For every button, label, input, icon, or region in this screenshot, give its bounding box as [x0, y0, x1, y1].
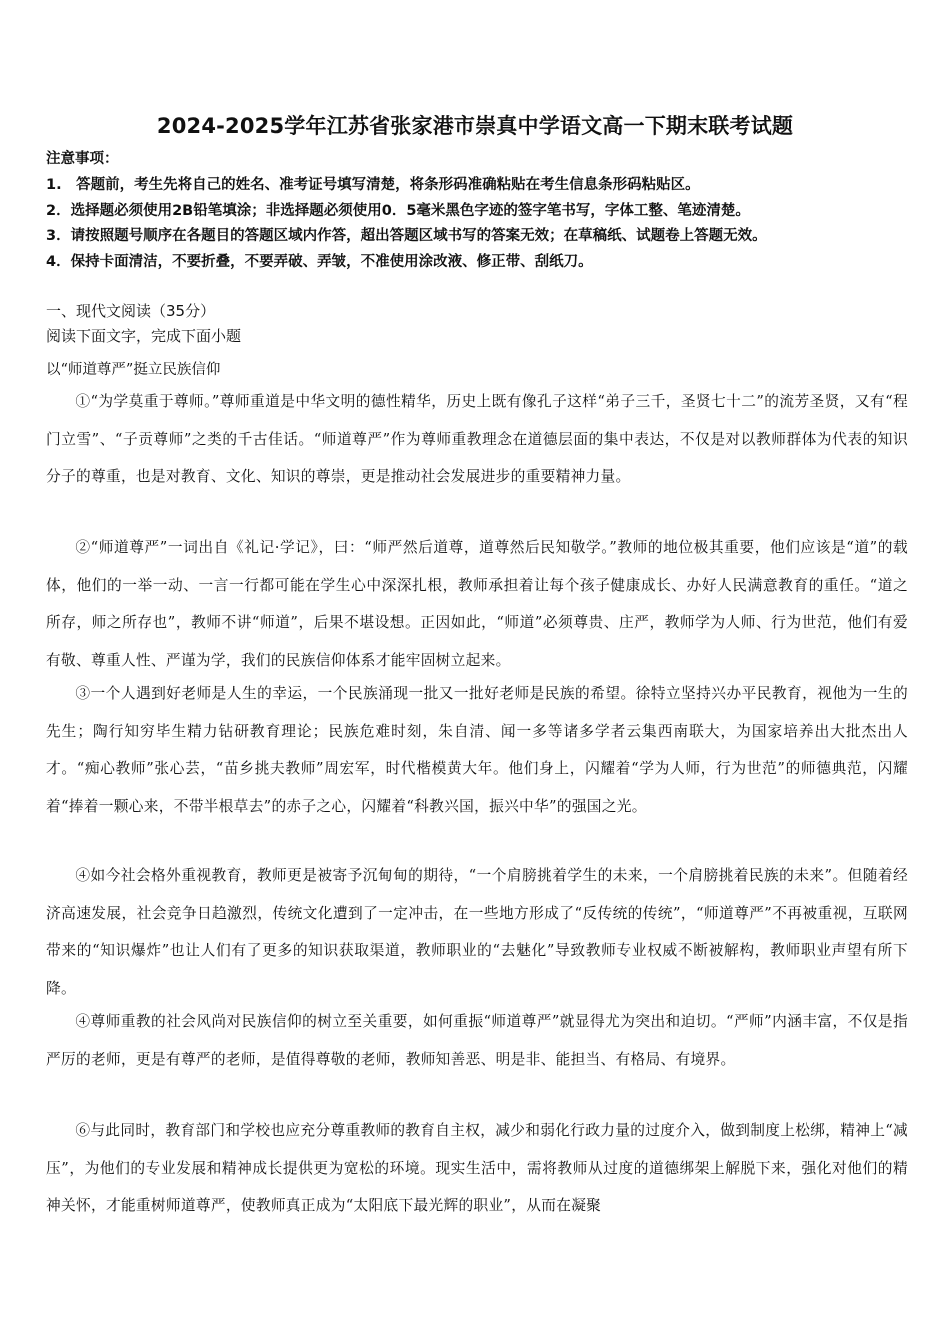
section-instruction: 阅读下面文字，完成下面小题 [46, 327, 242, 345]
notice-item-4: 4．保持卡面清洁，不要折叠，不要弄破、弄皱，不准使用涂改液、修正带、刮纸刀。 [46, 254, 593, 270]
notice-item-1: 1. 答题前，考生先将自己的姓名、准考证号填写清楚，将条形码准确粘贴在考生信息条形码粘贴区。 [46, 177, 700, 193]
notice-item-2: 2．选择题必须使用2B铅笔填涂；非选择题必须使用0．5毫米黑色字迹的签字笔书写，字体工整、笔迹清楚。 [46, 203, 750, 219]
paragraph-5: ④尊师重教的社会风尚对民族信仰的树立至关重要，如何重振“师道尊严”就显得尤为突出和迫切。“严师”内涵丰富，不仅是指严厉的老师，更是有尊严的老师，是值得尊敬的老师，教师知善恶、明是非、能担当、有格局、有境界。 [46, 1013, 908, 1068]
paragraph-6: ⑥与此同时，教育部门和学校也应充分尊重教师的教育自主权，减少和弱化行政力量的过度介入，做到制度上松绑，精神上“减压”，为他们的专业发展和精神成长提供更为宽松的环境。现实生活中，需将教师从过度的道德绑架上解脱下来，强化对他们的精神关怀，才能重树师道尊严，使教师真正成为“太阳底下最光辉的职业”，从而在凝聚 [46, 1122, 908, 1214]
paragraph-3: ③一个人遇到好老师是人生的幸运，一个民族涌现一批又一批好老师是民族的希望。徐特立坚持兴办平民教育，视他为一生的先生；陶行知穷毕生精力钻研教育理论；民族危难时刻，朱自清、闻一多等诸多学者云集西南联大，为国家培养出大批杰出人才。“痴心教师”张心芸，“苗乡挑夫教师”周宏军，时代楷模黄大年。他们身上，闪耀着“学为人师，行为世范”的师德典范，闪耀着“捧着一颗心来，不带半根草去”的赤子之心，闪耀着“科教兴国，振兴中华”的强国之光。 [46, 685, 908, 815]
exam-title: 2024-2025学年江苏省张家港市崇真中学语文高一下期末联考试题 [156, 114, 794, 138]
paragraph-4: ④如今社会格外重视教育，教师更是被寄予沉甸甸的期待，“一个肩膀挑着学生的未来，一个肩膀挑着民族的未来”。但随着经济高速发展，社会竞争日趋激烈，传统文化遭到了一定冲击，在一些地方形成了“反传统的传统”，“师道尊严”不再被重视，互联网带来的“知识爆炸”也让人们有了更多的知识获取渠道，教师职业的“去魅化”导致教师专业权威不断被解构，教师职业声望有所下降。 [46, 867, 908, 997]
paragraph-1: ①“为学莫重于尊师。”尊师重道是中华文明的德性精华，历史上既有像孔子这样“弟子三千，圣贤七十二”的流芳圣贤，又有“程门立雪”、“子贡尊师”之类的千古佳话。“师道尊严”作为尊师重教理念在道德层面的集中表达，不仅是对以教师群体为代表的知识分子的尊重，也是对教育、文化、知识的尊崇，更是推动社会发展进步的重要精神力量。 [46, 393, 908, 485]
notice-heading: 注意事项： [46, 151, 119, 167]
section-heading: 一、现代文阅读（35分） [46, 302, 216, 320]
paragraph-2: ②“师道尊严”一词出自《礼记·学记》，曰：“师严然后道尊，道尊然后民知敬学。”教师的地位极其重要，他们应该是“道”的载体，他们的一举一动、一言一行都可能在学生心中深深扎根，教师承担着让每个孩子健康成长、办好人民满意教育的重任。“道之所存，师之所存也”，教师不讲“师道”，后果不堪设想。正因如此，“师道”必须尊贵、庄严，教师学为人师、行为世范，他们有爱有敬、尊重人性、严谨为学，我们的民族信仰体系才能牢固树立起来。 [46, 539, 908, 669]
article-title: 以“师道尊严”挺立民族信仰 [46, 362, 221, 378]
notice-item-3: 3．请按照题号顺序在各题目的答题区域内作答，超出答题区域书写的答案无效；在草稿纸、试题卷上答题无效。 [46, 228, 767, 244]
